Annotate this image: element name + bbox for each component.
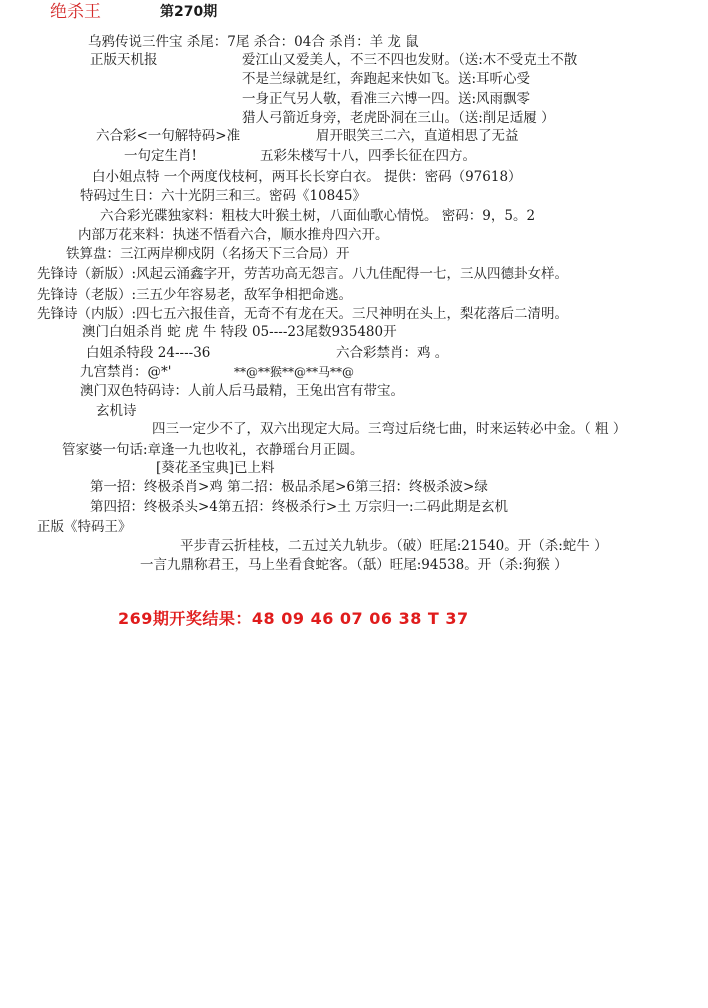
crow-legend-line: 乌鸦传说三件宝 杀尾：7尾 杀合：04合 杀肖：羊 龙 鼠: [88, 34, 419, 50]
housekeeper-line: 管家婆一句话:章逢一九也收礼，衣静瑶台月正圆。: [62, 442, 364, 458]
moves-line-2: 第四招：终极杀头>4第五招：终极杀行>土 万宗归一:二码此期是玄机: [90, 499, 509, 515]
one-phrase-text: 眉开眼笑三二六，直道相思了无益: [316, 128, 519, 144]
tianji-line-2: 不是兰绿就是红，奔跑起来快如飞。送:耳听心受: [242, 71, 531, 87]
moves-line-1: 第一招：终极杀肖>鸡 第二招：极品杀尾>6第三招：终极杀波>绿: [90, 479, 488, 495]
banned-zodiac: 六合彩禁肖：鸡 。: [336, 345, 449, 361]
disc-exclusive-line: 六合彩光碟独家料：粗枝大叶猴土树，八面仙歌心情悦。 密码：9，5。2: [100, 208, 536, 224]
bai-kill-segment: 白姐杀特段 24----36: [86, 345, 211, 361]
nine-palace-values: **@**猴**@**马**@: [234, 365, 355, 379]
miss-bai-line: 白小姐点特 一个两度伐枝柯，两耳长长穿白衣。 提供：密码（97618）: [92, 169, 522, 185]
macau-bai-line: 澳门白姐杀肖 蛇 虎 牛 特段 05----23尾数935480开: [82, 324, 397, 340]
zodiac-heading: 一句定生肖!: [124, 148, 197, 164]
mystery-poem-heading: 玄机诗: [96, 403, 137, 419]
special-king-heading: 正版《特码王》: [37, 519, 132, 535]
one-phrase-heading: 六合彩<一句解特码>准: [96, 128, 241, 144]
tianji-line-4: 猎人弓箭近身旁，老虎卧洞在三山。（送:削足适履 ）: [242, 110, 555, 126]
pioneer-old-line: 先锋诗（老版）:三五少年容易老，敌军争相把命逃。: [37, 287, 353, 303]
zodiac-text: 五彩朱楼写十八，四季长征在四方。: [260, 148, 476, 164]
birthday-line: 特码过生日：六十光阴三和三。密码《10845》: [80, 188, 366, 204]
special-king-line-1: 平步青云折桂枝，二五过关九轨步。（破）旺尾:21540。开（杀:蛇牛 ）: [180, 538, 608, 554]
pioneer-internal-line: 先锋诗（内版）:四七五六报佳音，无奇不有龙在天。三尺神明在头上，梨花落后二清明。: [37, 306, 569, 322]
page-title: 绝杀王: [50, 2, 101, 22]
iron-abacus-line: 铁算盘：三江两岸柳戍阴（名扬天下三合局）开: [66, 246, 350, 262]
tianji-heading: 正版天机报: [90, 52, 158, 68]
tianji-line-3: 一身正气另人敬，看准三六博一四。送:风雨飘零: [242, 91, 531, 107]
sunflower-heading: [葵花圣宝典]已上料: [156, 460, 275, 476]
tianji-line-1: 爱江山又爱美人，不三不四也发财。（送:木不受克土不散: [242, 52, 578, 68]
draw-result: 269期开奖结果：48 09 46 07 06 38 T 37: [118, 609, 469, 628]
internal-flower-line: 内部万花来料：执迷不悟看六合，顺水推舟四六开。: [78, 227, 389, 243]
pioneer-new-line: 先锋诗（新版）:风起云涌鑫字开，劳苦功高无怨言。八九佳配得一七，三从四德卦女样。: [37, 266, 569, 282]
mystery-poem-text: 四三一定少不了，双六出现定大局。三弯过后绕七曲，时来运转必中金。（ 粗 ）: [152, 421, 627, 437]
nine-palace-label: 九宫禁肖：@*': [80, 364, 172, 380]
special-king-line-2: 一言九鼎称君王，马上坐看食蛇客。（舐）旺尾:94538。开（杀:狗猴 ）: [140, 557, 568, 573]
macau-double-color-line: 澳门双色特码诗：人前人后马最精，王兔出宫有带宝。: [80, 383, 404, 399]
issue-number: 第270期: [160, 4, 218, 20]
